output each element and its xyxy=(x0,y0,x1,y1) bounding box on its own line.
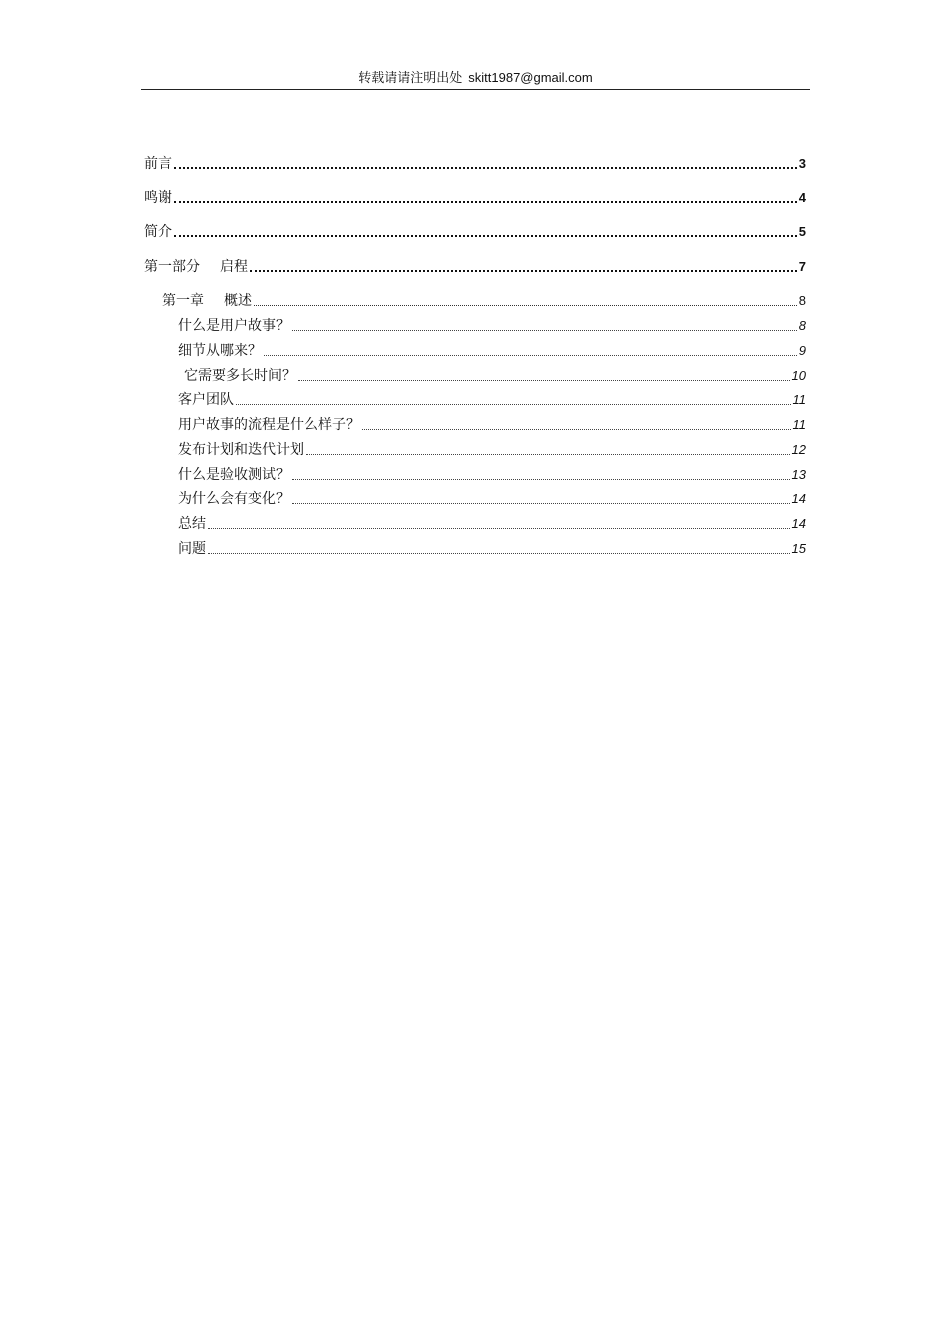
toc-entry-page: 13 xyxy=(791,467,806,482)
dot-leader xyxy=(254,305,797,306)
toc-entry-label xyxy=(162,292,252,310)
toc-entry-page: 8 xyxy=(798,318,806,333)
chapter-number: 第一章 xyxy=(162,293,204,309)
toc-entry-page: 14 xyxy=(791,491,806,506)
toc-entry-label: 为什么会有变化？ xyxy=(178,491,290,507)
dot-leader xyxy=(174,167,797,169)
toc-entry-part-one[interactable] xyxy=(144,258,806,276)
toc-entry-page: 11 xyxy=(792,417,806,432)
chapter-title: 概述 xyxy=(224,293,252,309)
toc-entry-page: 14 xyxy=(791,516,806,531)
toc-entry-section[interactable] xyxy=(178,342,806,360)
toc-entry-page: 8 xyxy=(798,293,806,308)
toc-entry-page: 11 xyxy=(792,392,806,407)
part-number: 第一部分 xyxy=(144,259,200,275)
toc-entry-page: 5 xyxy=(798,224,806,239)
dot-leader xyxy=(208,528,790,529)
dot-leader xyxy=(298,380,790,381)
toc-entry-preface[interactable] xyxy=(144,155,806,173)
dot-leader xyxy=(250,270,797,272)
dot-leader xyxy=(292,330,797,331)
dot-leader xyxy=(292,479,790,480)
dot-leader xyxy=(236,404,791,405)
part-title: 启程 xyxy=(220,259,248,275)
dot-leader xyxy=(174,201,797,203)
dot-leader xyxy=(174,235,797,237)
toc-entry-label: 前言 xyxy=(144,156,172,172)
toc-entry-label: 什么是用户故事？ xyxy=(178,318,290,334)
dot-leader xyxy=(292,503,790,504)
toc-entry-label: 总结 xyxy=(178,516,206,532)
toc-entry-section[interactable] xyxy=(178,391,806,409)
toc-entry-section[interactable] xyxy=(184,367,806,385)
toc-entry-label xyxy=(144,258,248,276)
dot-leader xyxy=(362,429,791,430)
toc-entry-page: 3 xyxy=(798,156,806,171)
toc-entry-introduction[interactable] xyxy=(144,223,806,241)
toc-entry-label: 它需要多长时间？ xyxy=(184,368,296,384)
toc-entry-acknowledgements[interactable] xyxy=(144,189,806,207)
toc-entry-section[interactable] xyxy=(178,317,806,335)
toc-entry-section[interactable] xyxy=(178,540,806,558)
toc-entry-label: 细节从哪来？ xyxy=(178,343,262,359)
toc-entry-page: 15 xyxy=(791,541,806,556)
toc-entry-section[interactable] xyxy=(178,490,806,508)
toc-entry-page: 9 xyxy=(798,343,806,358)
header-text: 转载请请注明出处 xyxy=(358,71,463,86)
toc-entry-page: 7 xyxy=(798,259,806,274)
toc-entry-page: 10 xyxy=(791,368,806,383)
toc-entry-label: 客户团队 xyxy=(178,392,234,408)
toc-entry-label: 鸣谢 xyxy=(144,190,172,206)
toc-entry-section[interactable] xyxy=(178,466,806,484)
toc-entry-section[interactable] xyxy=(178,441,806,459)
header-email: skitt1987@gmail.com xyxy=(468,70,593,85)
toc-entry-label: 用户故事的流程是什么样子？ xyxy=(178,417,360,433)
toc-entry-page: 12 xyxy=(791,442,806,457)
dot-leader xyxy=(264,355,797,356)
toc-entry-label: 简介 xyxy=(144,224,172,240)
toc-entry-section[interactable] xyxy=(178,416,806,434)
toc-entry-page: 4 xyxy=(798,190,806,205)
toc-entry-label: 什么是验收测试？ xyxy=(178,467,290,483)
toc-entry-chapter-one[interactable] xyxy=(162,292,806,310)
dot-leader xyxy=(306,454,790,455)
toc-entry-section[interactable] xyxy=(178,515,806,533)
dot-leader xyxy=(208,553,790,554)
toc-entry-label: 发布计划和迭代计划 xyxy=(178,442,304,458)
toc-entry-label: 问题 xyxy=(178,541,206,557)
